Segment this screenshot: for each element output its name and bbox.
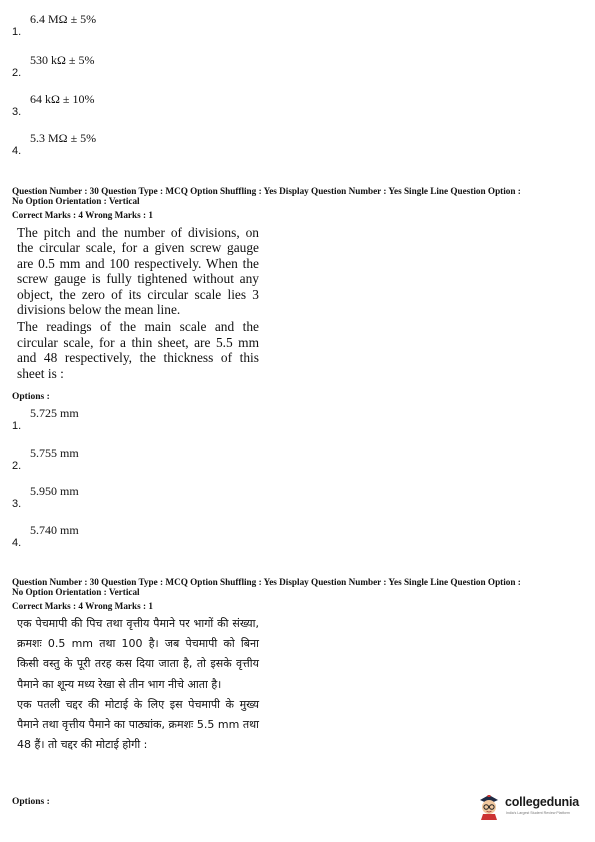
option-number: 2. <box>12 67 22 79</box>
option-number: 4. <box>12 537 22 549</box>
question-header-line2: No Option Orientation : Vertical <box>12 587 140 597</box>
question-header-hindi <box>12 577 587 597</box>
question-header-line1: Question Number : 30 Question Type : MCQ Option Shuffling : Yes Display Question Number : Yes Single Line Question Option : <box>12 577 521 587</box>
question-text-hindi <box>17 614 259 755</box>
question-text <box>17 225 259 381</box>
option-text: 6.4 MΩ ± 5% <box>30 12 97 26</box>
option-text: 64 kΩ ± 10% <box>30 92 95 106</box>
logo-tagline: India's Largest Student Review Platform <box>506 811 570 815</box>
option-number: 3. <box>12 106 22 118</box>
option-text: 5.740 mm <box>30 523 79 537</box>
options-label-hindi: Options : <box>12 797 50 807</box>
option-text: 5.755 mm <box>30 446 79 460</box>
question-header <box>12 186 587 206</box>
option-text: 5.3 MΩ ± 5% <box>30 131 97 145</box>
question-paragraph-1: एक पेचमापी की पिच तथा वृत्तीय पैमाने पर भागों की संख्या, क्रमशः 0.5 mm तथा 100 है। जब पेचमापी को बिना किसी वस्तु के पूरी तरह कस दिया जाता है, तो इसके वृत्तीय पैमाने का शून्य मध्य रेखा से तीन भाग नीचे आता है। <box>17 617 259 691</box>
option-text: 5.950 mm <box>30 484 79 498</box>
mascot-icon <box>476 792 502 820</box>
option-number: 4. <box>12 145 22 157</box>
option-number: 1. <box>12 26 22 38</box>
question-paragraph-1: The pitch and the number of divisions, on the circular scale, for a given screw gauge are 0.5 mm and 100 respectively. When the screw gauge is fully tightened without any object, the zero of its circular scale lies 3 divisions below the mean line. <box>17 225 259 318</box>
question-header-line1: Question Number : 30 Question Type : MCQ Option Shuffling : Yes Display Question Number : Yes Single Line Question Option : <box>12 186 521 196</box>
logo-brand-text: collegedunia <box>505 795 580 809</box>
question-paragraph-2: एक पतली चद्दर की मोटाई के लिए इस पेचमापी के मुख्य पैमाने तथा वृत्तीय पैमाने का पाठ्यांक, क्रमशः 5.5 mm तथा 48 हैं। तो चद्दर की मोटाई होगी : <box>17 697 259 752</box>
option-text: 530 kΩ ± 5% <box>30 53 95 67</box>
marks-line: Correct Marks : 4 Wrong Marks : 1 <box>12 210 153 220</box>
option-number: 1. <box>12 420 22 432</box>
option-text: 5.725 mm <box>30 406 79 420</box>
options-label: Options : <box>12 392 50 402</box>
question-header-line2: No Option Orientation : Vertical <box>12 196 140 206</box>
question-paragraph-2: The readings of the main scale and the circular scale, for a thin sheet, are 5.5 mm and 48 respectively, the thickness of this sheet is : <box>17 319 259 381</box>
option-number: 2. <box>12 460 22 472</box>
collegedunia-logo <box>476 791 591 823</box>
marks-line-hindi: Correct Marks : 4 Wrong Marks : 1 <box>12 601 153 611</box>
option-number: 3. <box>12 498 22 510</box>
